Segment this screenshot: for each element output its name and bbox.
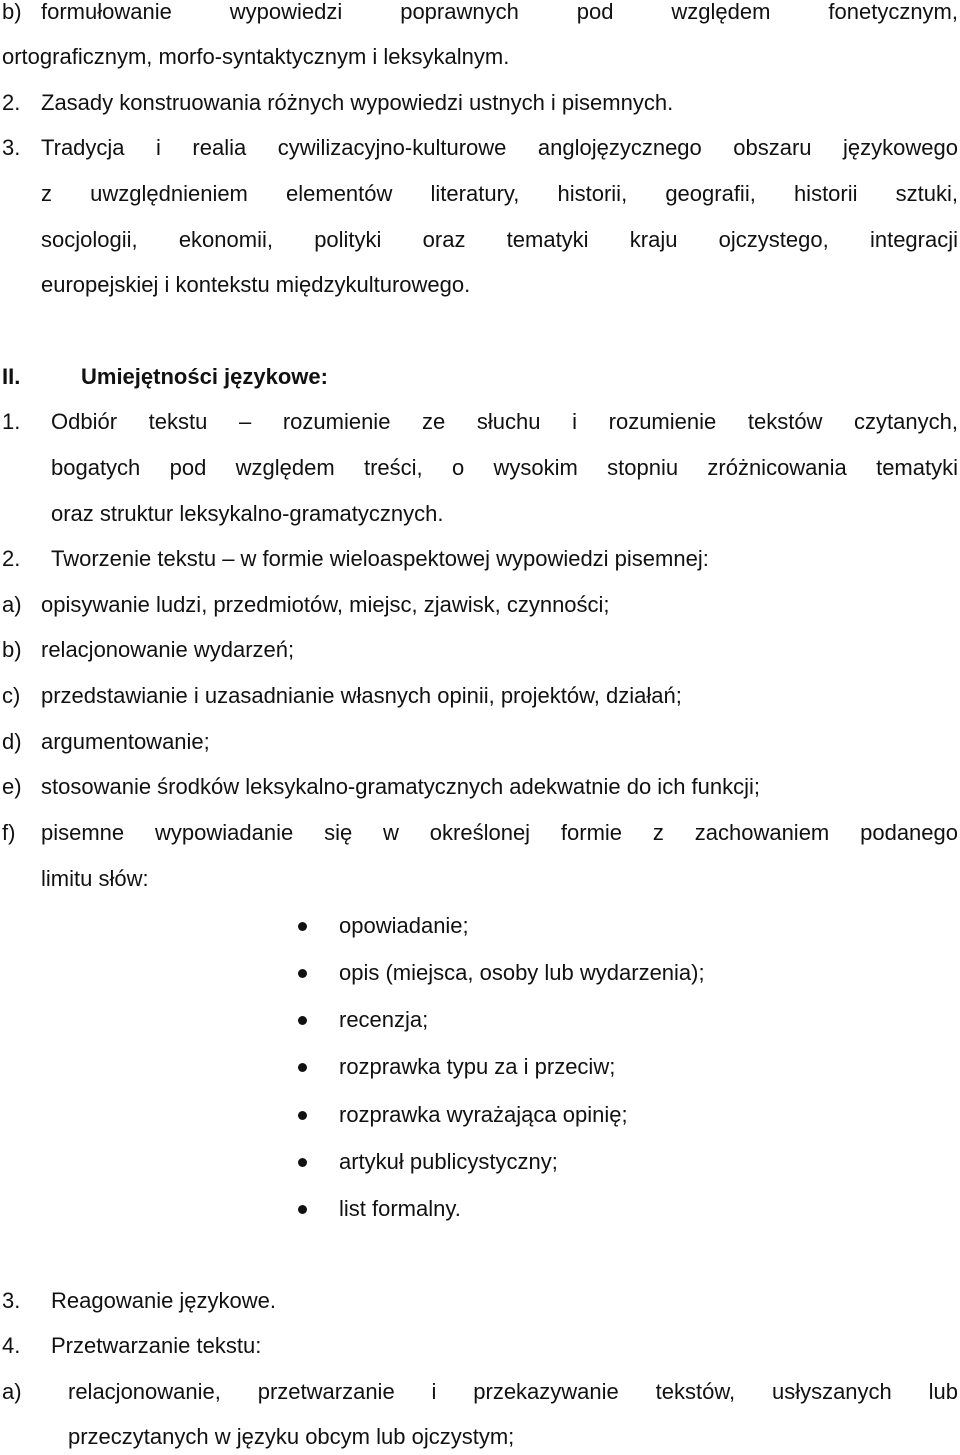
bullet-item xyxy=(0,1051,960,1083)
list-text: Odbiór tekstu – rozumienie ze słuchu i rozumienie tekstów czytanych, xyxy=(51,409,958,434)
section-numeral: II. xyxy=(2,364,21,389)
list-label: b) xyxy=(2,637,22,662)
list-text: Przetwarzanie tekstu: xyxy=(51,1333,262,1358)
list-item-3-cont xyxy=(0,224,960,256)
bullet-item xyxy=(0,1146,960,1178)
list-item-3-cont xyxy=(0,269,960,301)
bullet-icon xyxy=(298,1111,307,1120)
bullet-item xyxy=(0,1004,960,1036)
list-text: formułowanie wypowiedzi poprawnych pod względem fonetycznym, xyxy=(41,0,958,24)
bullet-text: rozprawka wyrażająca opinię; xyxy=(339,1102,628,1127)
list-item-b-cont xyxy=(0,41,960,73)
list-item-3 xyxy=(0,132,960,164)
section-title: Umiejętności językowe: xyxy=(81,364,328,389)
list-text: Zasady konstruowania różnych wypowiedzi ustnych i pisemnych. xyxy=(41,90,674,115)
list-text: z uwzględnieniem elementów literatury, historii, geografii, historii sztuki, xyxy=(41,181,958,206)
bullet-icon xyxy=(298,922,307,931)
list-label: d) xyxy=(2,729,22,754)
sub-item-c xyxy=(0,680,960,712)
bullet-icon xyxy=(298,1016,307,1025)
list-item-1-cont xyxy=(0,452,960,484)
list-label: 2. xyxy=(2,546,21,571)
bullet-text: artykuł publicystyczny; xyxy=(339,1149,558,1174)
list-text: socjologii, ekonomii, polityki oraz tematyki kraju ojczystego, integracji xyxy=(41,227,958,252)
sub-item-a xyxy=(0,1376,960,1408)
list-text: oraz struktur leksykalno-gramatycznych. xyxy=(51,501,444,526)
list-item-2 xyxy=(0,87,960,119)
sub-item-a-cont xyxy=(0,1421,960,1453)
bullet-text: recenzja; xyxy=(339,1007,429,1032)
list-text: pisemne wypowiadanie się w określonej formie z zachowaniem podanego xyxy=(41,820,958,845)
list-text: argumentowanie; xyxy=(41,729,210,754)
list-text: bogatych pod względem treści, o wysokim stopniu zróżnicowania tematyki xyxy=(51,455,958,480)
list-text: Tradycja i realia cywilizacyjno-kulturowe anglojęzycznego obszaru językowego xyxy=(41,135,958,160)
sub-item-f xyxy=(0,817,960,849)
bullet-text: list formalny. xyxy=(339,1196,461,1221)
bullet-icon xyxy=(298,1205,307,1214)
list-text: europejskiej i kontekstu międzykulturowego. xyxy=(41,272,471,297)
bullet-item xyxy=(0,1099,960,1131)
list-text: Reagowanie językowe. xyxy=(51,1288,277,1313)
list-label: b) xyxy=(2,0,22,24)
list-label: e) xyxy=(2,774,22,799)
sub-item-b xyxy=(0,634,960,666)
list-text: przeczytanych w języku obcym lub ojczystym; xyxy=(68,1424,515,1449)
sub-item-a xyxy=(0,589,960,621)
list-label: 3. xyxy=(2,1288,21,1313)
list-label: 2. xyxy=(2,90,21,115)
list-item-1 xyxy=(0,406,960,438)
sub-item-d xyxy=(0,726,960,758)
section-heading xyxy=(0,361,960,393)
bullet-item xyxy=(0,957,960,989)
list-label: a) xyxy=(2,592,22,617)
bullet-icon xyxy=(298,1063,307,1072)
bullet-text: rozprawka typu za i przeciw; xyxy=(339,1054,616,1079)
list-text: relacjonowanie wydarzeń; xyxy=(41,637,295,662)
list-text: limitu słów: xyxy=(41,866,149,891)
bullet-icon xyxy=(298,969,307,978)
bullet-text: opowiadanie; xyxy=(339,913,469,938)
list-text: przedstawianie i uzasadnianie własnych opinii, projektów, działań; xyxy=(41,683,682,708)
list-label: c) xyxy=(2,683,21,708)
list-label: 1. xyxy=(2,409,21,434)
list-text: ortograficznym, morfo-syntaktycznym i leksykalnym. xyxy=(2,44,510,69)
sub-item-e xyxy=(0,771,960,803)
list-text: stosowanie środków leksykalno-gramatycznych adekwatnie do ich funkcji; xyxy=(41,774,761,799)
bullet-item xyxy=(0,910,960,942)
list-item-3-cont xyxy=(0,178,960,210)
list-item-4 xyxy=(0,1330,960,1362)
list-label: f) xyxy=(2,820,16,845)
list-label: 3. xyxy=(2,135,21,160)
list-item-2 xyxy=(0,543,960,575)
bullet-icon xyxy=(298,1158,307,1167)
bullet-item xyxy=(0,1193,960,1225)
list-item-1-cont xyxy=(0,498,960,530)
list-text: Tworzenie tekstu – w formie wieloaspektowej wypowiedzi pisemnej: xyxy=(51,546,709,571)
list-item-b xyxy=(0,0,960,28)
list-item-3 xyxy=(0,1285,960,1317)
list-label: a) xyxy=(2,1379,22,1404)
list-text: opisywanie ludzi, przedmiotów, miejsc, zjawisk, czynności; xyxy=(41,592,610,617)
list-label: 4. xyxy=(2,1333,21,1358)
sub-item-f-cont xyxy=(0,863,960,895)
bullet-text: opis (miejsca, osoby lub wydarzenia); xyxy=(339,960,705,985)
list-text: relacjonowanie, przetwarzanie i przekazywanie tekstów, usłyszanych lub xyxy=(68,1379,958,1404)
